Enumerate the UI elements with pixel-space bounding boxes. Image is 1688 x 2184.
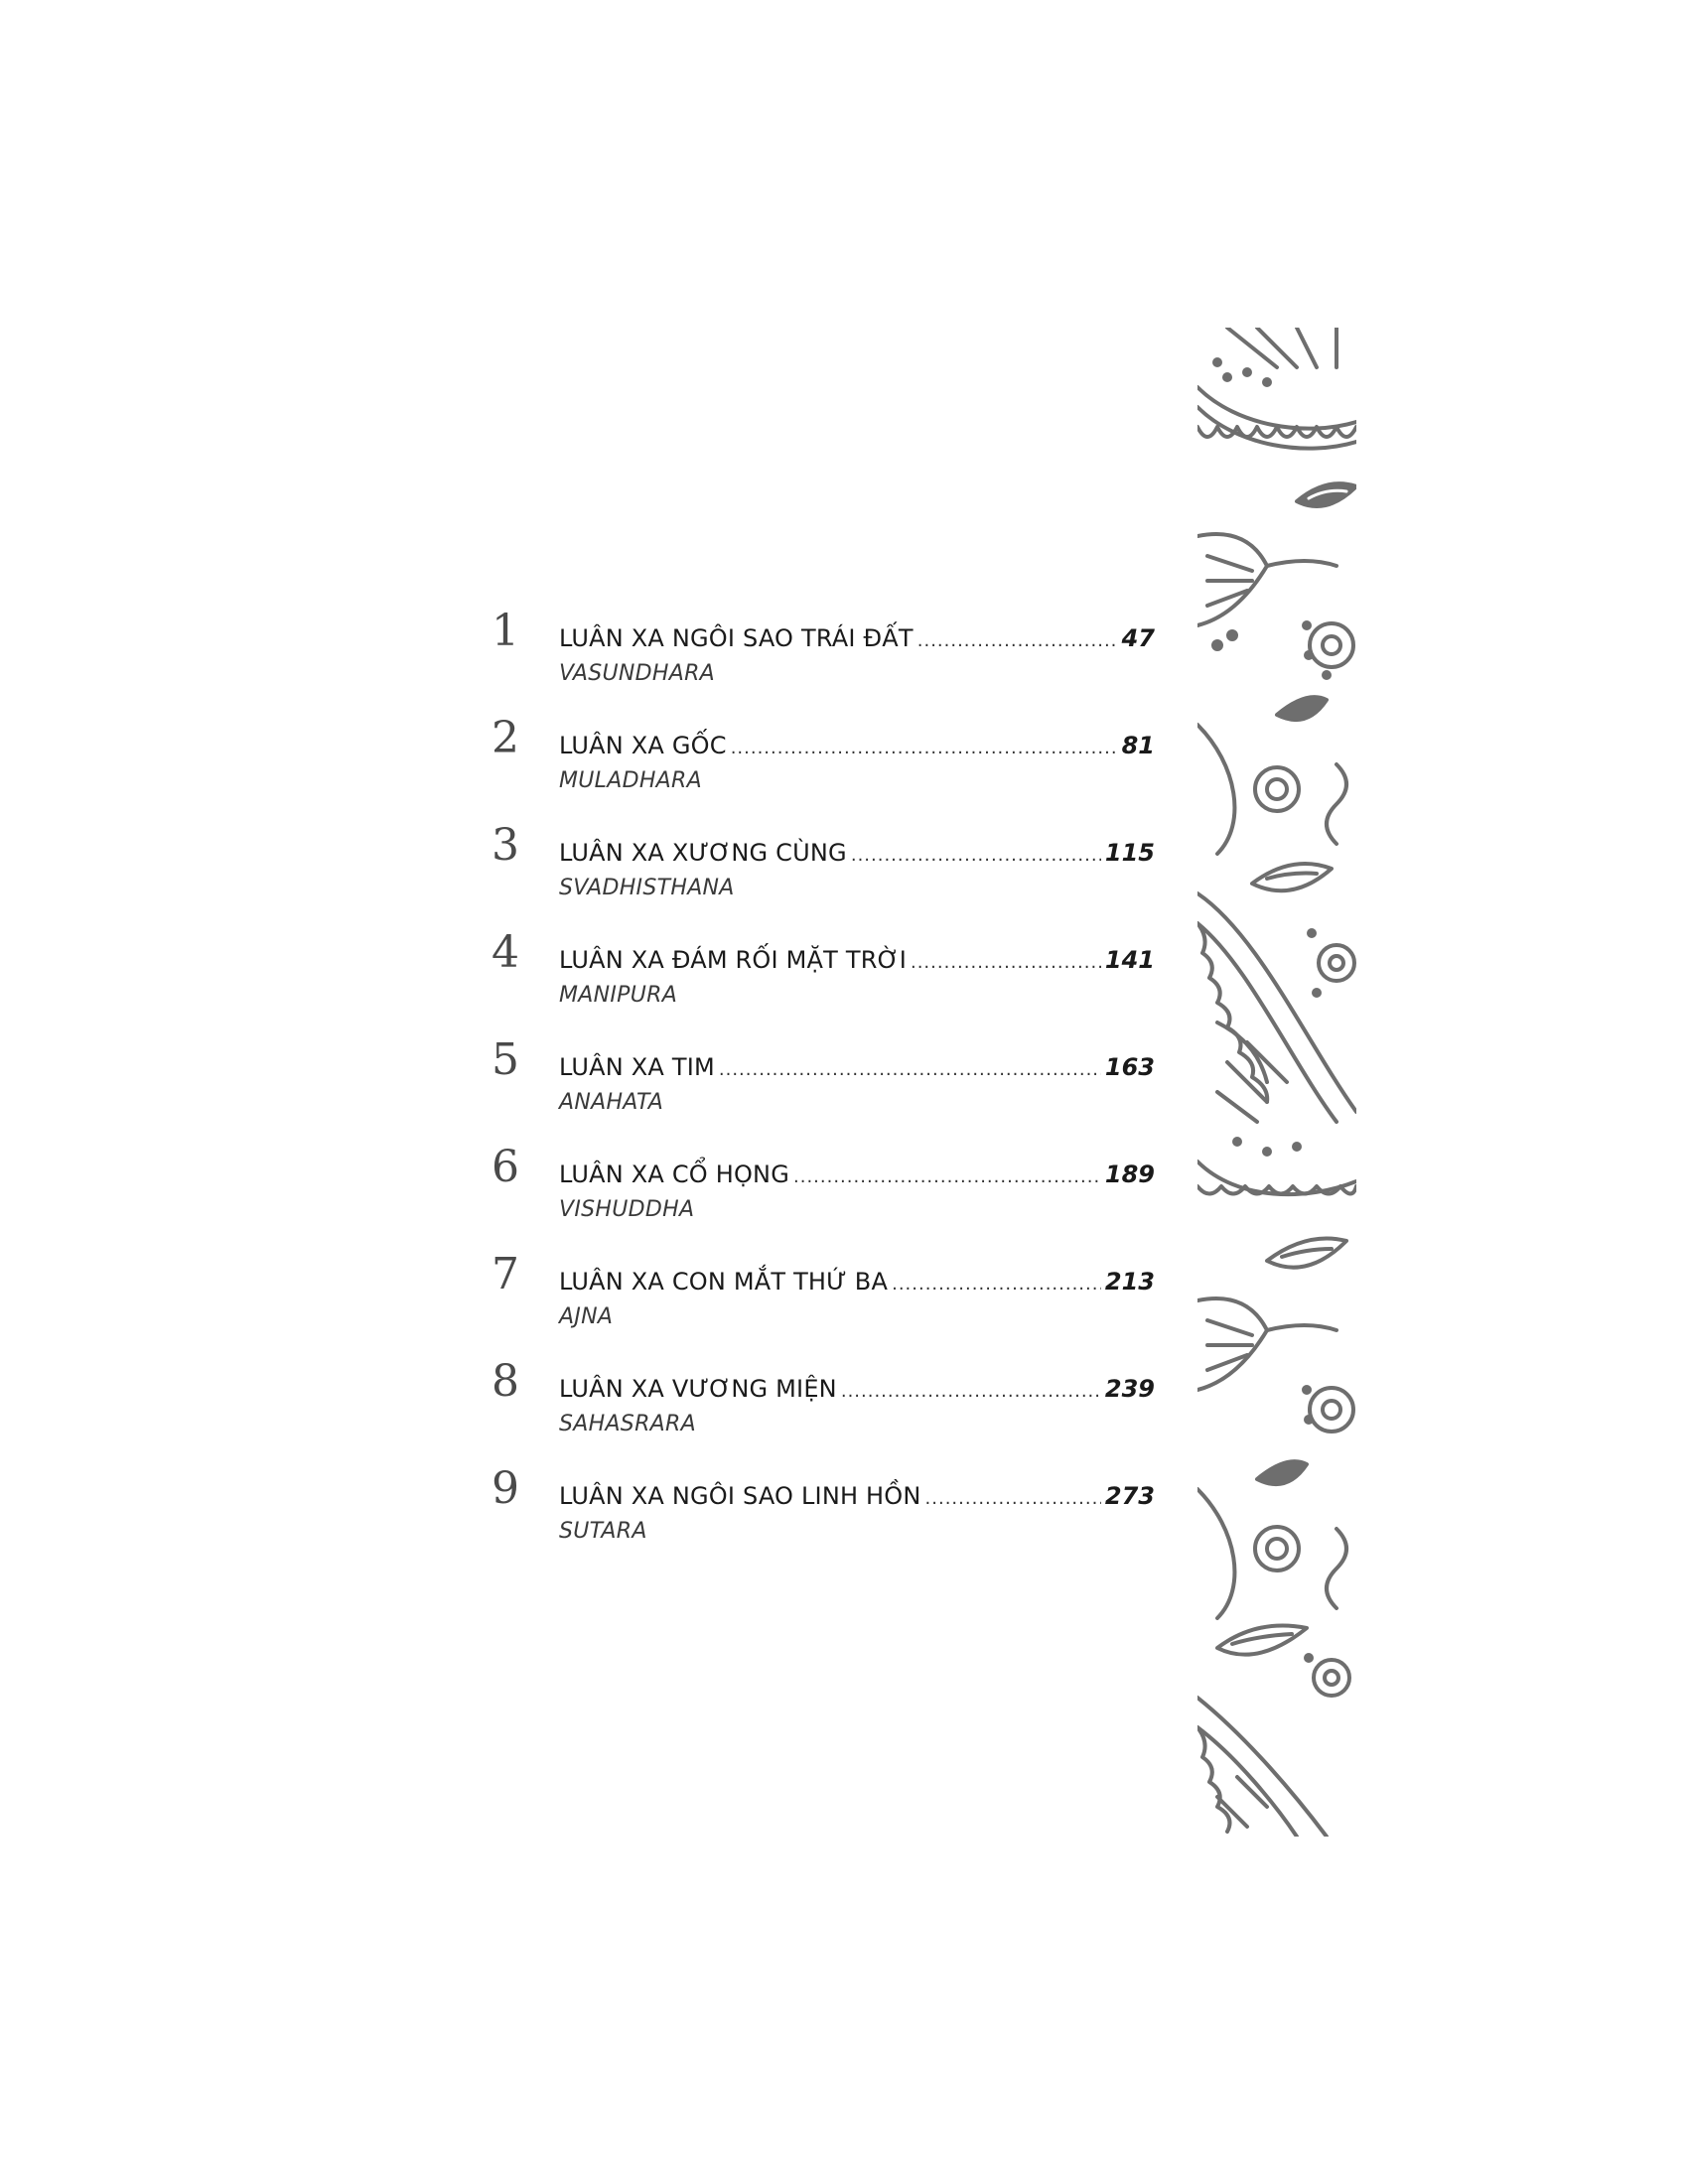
toc-entry-1[interactable] bbox=[492, 606, 1162, 721]
dot-leader bbox=[719, 1055, 1101, 1085]
page-number: 141 bbox=[1104, 946, 1155, 974]
page-number: 81 bbox=[1121, 732, 1155, 759]
chapter-number: 4 bbox=[492, 927, 519, 978]
chapter-title: LUÂN XA ĐÁM RỐI MẶT TRỜI bbox=[559, 946, 907, 974]
chapter-subtitle: SVADHISTHANA bbox=[559, 876, 735, 900]
toc-line bbox=[559, 945, 1155, 978]
floral-ornament-icon bbox=[1197, 328, 1356, 1837]
chapter-subtitle: MULADHARA bbox=[559, 768, 702, 793]
chapter-number: 7 bbox=[492, 1249, 519, 1299]
chapter-title: LUÂN XA TIM bbox=[559, 1053, 715, 1081]
chapter-number: 8 bbox=[492, 1356, 519, 1407]
toc-line bbox=[559, 1481, 1155, 1514]
chapter-title: LUÂN XA XƯƠNG CÙNG bbox=[559, 839, 847, 867]
toc-entry-4[interactable] bbox=[492, 927, 1162, 1042]
dot-leader bbox=[731, 734, 1118, 763]
toc-entry-9[interactable] bbox=[492, 1463, 1162, 1578]
dot-leader bbox=[793, 1162, 1101, 1192]
toc-line bbox=[559, 1374, 1155, 1407]
table-of-contents bbox=[492, 606, 1162, 1578]
toc-line bbox=[559, 1160, 1155, 1192]
chapter-number: 6 bbox=[492, 1142, 519, 1192]
dot-leader bbox=[841, 1377, 1101, 1407]
chapter-subtitle: AJNA bbox=[559, 1304, 614, 1329]
chapter-number: 5 bbox=[492, 1034, 519, 1085]
page-number: 163 bbox=[1104, 1053, 1155, 1081]
toc-line bbox=[559, 623, 1155, 656]
chapter-title: LUÂN XA GỐC bbox=[559, 732, 727, 759]
chapter-subtitle: SAHASRARA bbox=[559, 1412, 696, 1436]
chapter-title: LUÂN XA CON MẮT THỨ BA bbox=[559, 1268, 889, 1296]
toc-line bbox=[559, 1052, 1155, 1085]
chapter-subtitle: SUTARA bbox=[559, 1519, 647, 1544]
toc-entry-6[interactable] bbox=[492, 1142, 1162, 1257]
paisley-middle bbox=[1197, 893, 1356, 1194]
toc-entry-2[interactable] bbox=[492, 713, 1162, 828]
toc-line bbox=[559, 838, 1155, 871]
chapter-number: 2 bbox=[492, 713, 519, 763]
chapter-number: 1 bbox=[492, 606, 519, 656]
chapter-title: LUÂN XA NGÔI SAO LINH HỒN bbox=[559, 1482, 921, 1510]
page-number: 273 bbox=[1104, 1482, 1155, 1510]
chapter-title: LUÂN XA CỔ HỌNG bbox=[559, 1160, 789, 1188]
chapter-title: LUÂN XA VƯƠNG MIỆN bbox=[559, 1375, 837, 1403]
toc-entry-8[interactable] bbox=[492, 1356, 1162, 1471]
dot-leader bbox=[917, 626, 1118, 656]
page-number: 213 bbox=[1104, 1268, 1155, 1296]
page-number: 47 bbox=[1121, 624, 1155, 652]
paisley-top bbox=[1197, 328, 1356, 449]
chapter-title: LUÂN XA NGÔI SAO TRÁI ĐẤT bbox=[559, 624, 914, 652]
page-number: 189 bbox=[1104, 1160, 1155, 1188]
chapter-subtitle: VASUNDHARA bbox=[559, 661, 715, 686]
page-number: 239 bbox=[1104, 1375, 1155, 1403]
toc-entry-3[interactable] bbox=[492, 820, 1162, 935]
chapter-subtitle: MANIPURA bbox=[559, 983, 678, 1008]
dot-leader bbox=[925, 1484, 1101, 1514]
chapter-subtitle: ANAHATA bbox=[559, 1090, 664, 1115]
chapter-number: 9 bbox=[492, 1463, 519, 1514]
dot-leader bbox=[851, 841, 1101, 871]
page-number: 115 bbox=[1104, 839, 1155, 867]
dot-leader bbox=[892, 1270, 1101, 1299]
toc-line bbox=[559, 731, 1155, 763]
toc-entry-7[interactable] bbox=[492, 1249, 1162, 1364]
chapter-number: 3 bbox=[492, 820, 519, 871]
toc-entry-5[interactable] bbox=[492, 1034, 1162, 1150]
dot-leader bbox=[911, 948, 1101, 978]
toc-line bbox=[559, 1267, 1155, 1299]
chapter-subtitle: VISHUDDHA bbox=[559, 1197, 695, 1222]
